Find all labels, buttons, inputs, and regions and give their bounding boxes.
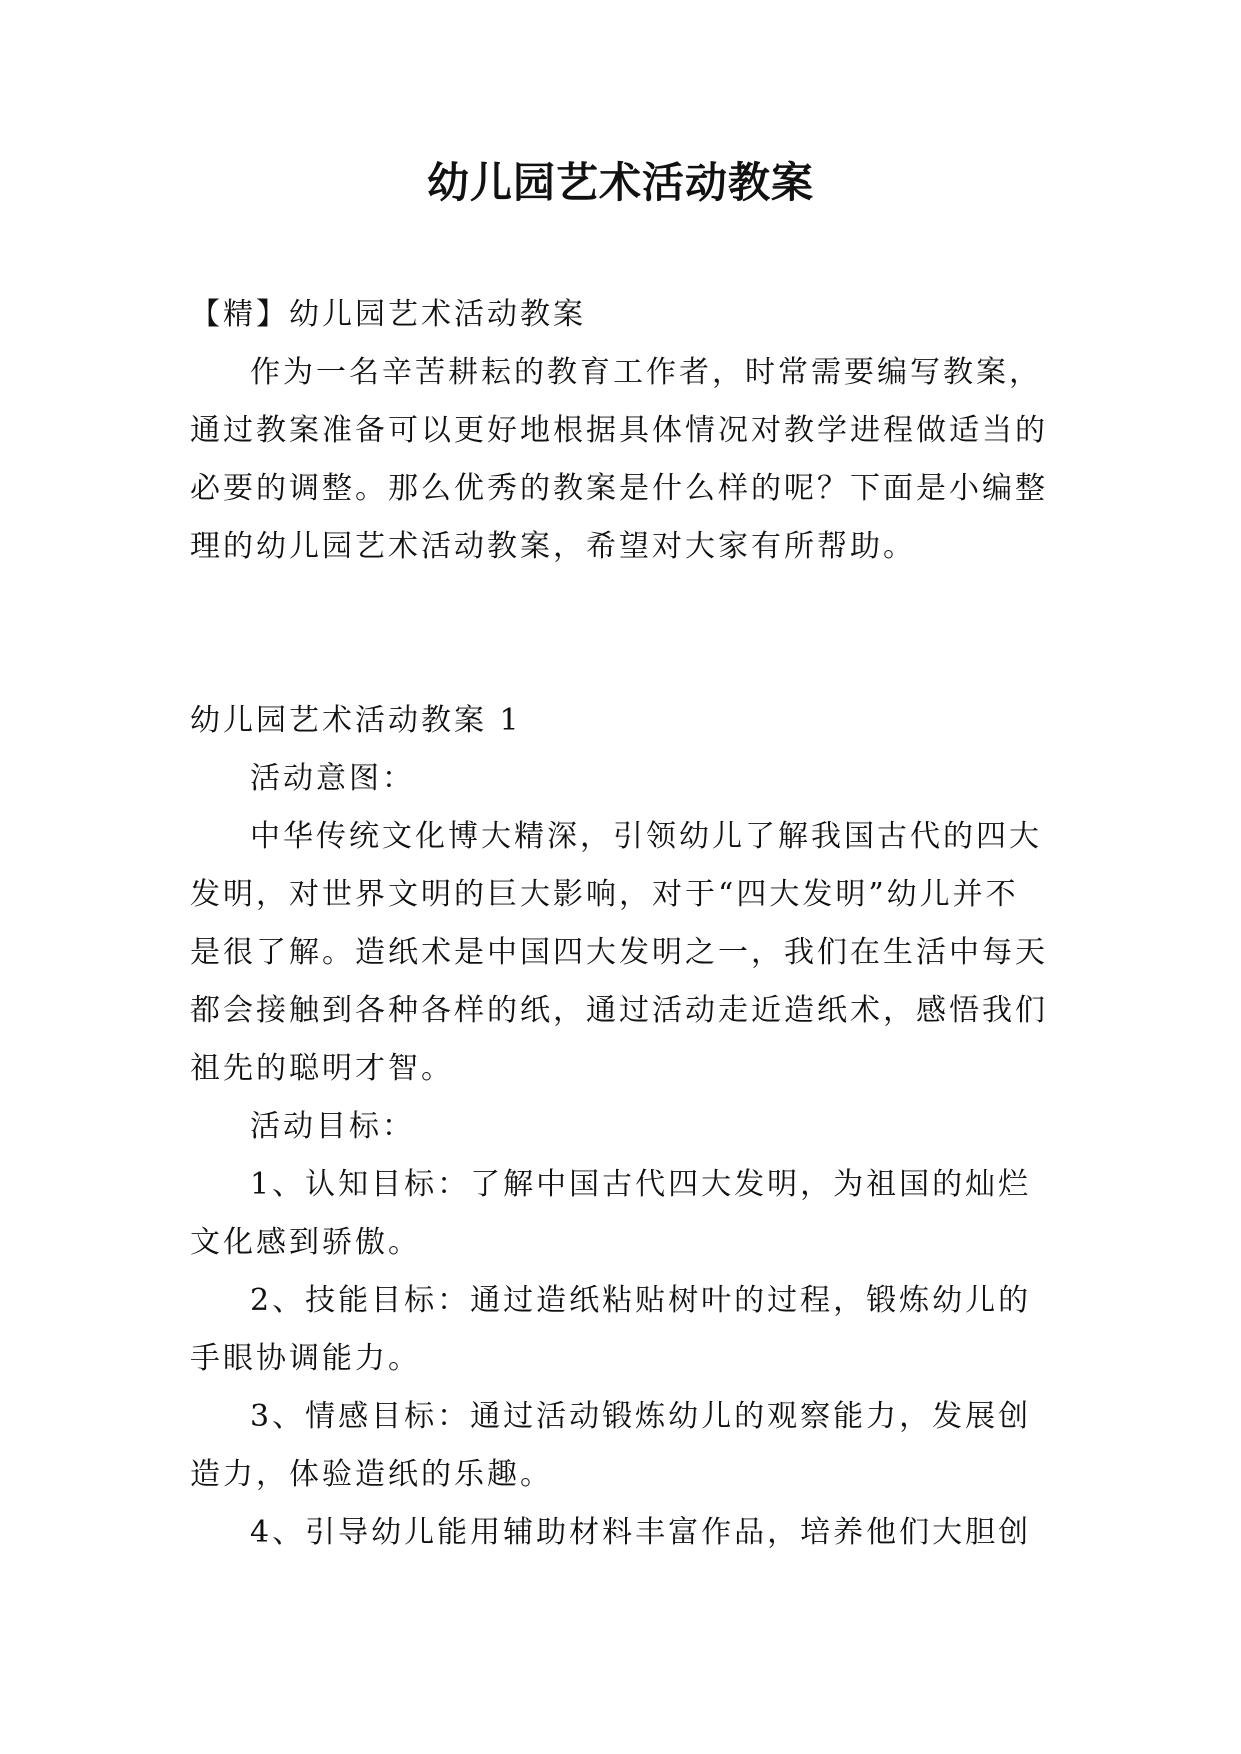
goal-item: 4、引导幼儿能用辅助材料丰富作品，培养他们大胆创 (250, 1515, 1032, 1550)
intro-paragraph: 作为一名辛苦耕耘的教育工作者，时常需要编写教案，通过教案准备可以更好地根据具体情况对教学进程做适当的必要的调整。那么优秀的教案是什么样的呢？下面是小编整理的幼儿园艺术活动教案，希望对大家有所帮助。 (190, 355, 1048, 564)
goal-item: 2、技能目标：通过造纸粘贴树叶的过程，锻炼幼儿的手眼协调能力。 (190, 1283, 1032, 1376)
intent-paragraph: 中华传统文化博大精深，引领幼儿了解我国古代的四大发明，对世界文明的巨大影响，对于“四大发明”幼儿并不是很了解。造纸术是中国四大发明之一，我们在生活中每天都会接触到各种各样的纸，通过活动走近造纸术，感悟我们祖先的聪明才智。 (190, 819, 1048, 1086)
document-body (190, 286, 1050, 1562)
goal-item: 1、认知目标：了解中国古代四大发明，为祖国的灿烂文化感到骄傲。 (190, 1167, 1032, 1260)
goal-item: 3、情感目标：通过活动锻炼幼儿的观察能力，发展创造力，体验造纸的乐趣。 (190, 1399, 1032, 1492)
document-title: 幼儿园艺术活动教案 (426, 158, 814, 207)
goals-label: 活动目标： (250, 1109, 415, 1144)
document-subtitle: 【精】幼儿园艺术活动教案 (190, 297, 586, 332)
section-spacer (190, 576, 1050, 692)
section-heading: 幼儿园艺术活动教案 1 (190, 703, 522, 738)
intent-label: 活动意图： (250, 761, 415, 796)
